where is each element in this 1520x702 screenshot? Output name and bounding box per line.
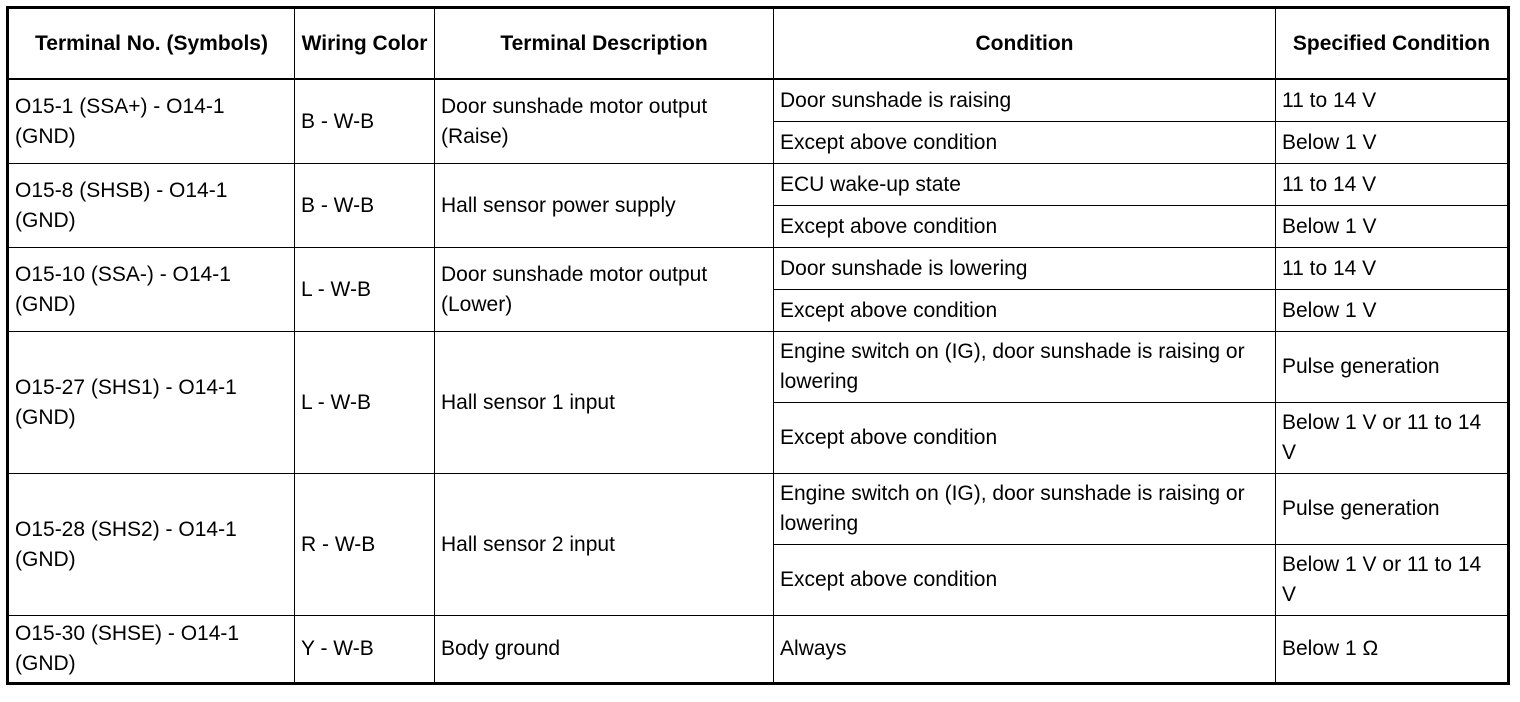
specified-cell: 11 to 14 V	[1276, 248, 1509, 290]
terminal-cell: O15-8 (SHSB) - O14-1 (GND)	[8, 164, 295, 248]
description-cell: Hall sensor 2 input	[435, 474, 774, 616]
terminal-cell: O15-10 (SSA-) - O14-1 (GND)	[8, 248, 295, 332]
wiring-color-cell: R - W-B	[295, 474, 435, 616]
terminal-spec-table	[6, 6, 1510, 685]
header-terminal: Terminal No. (Symbols)	[8, 8, 295, 80]
specified-cell: Below 1 V or 11 to 14 V	[1276, 545, 1509, 616]
table-row	[8, 474, 1509, 545]
description-cell: Hall sensor 1 input	[435, 332, 774, 474]
specified-cell: Below 1 V	[1276, 206, 1509, 248]
wiring-color-cell: B - W-B	[295, 79, 435, 164]
condition-cell: Door sunshade is lowering	[774, 248, 1276, 290]
condition-cell: Door sunshade is raising	[774, 79, 1276, 122]
table-row	[8, 164, 1509, 206]
specified-cell: Below 1 Ω	[1276, 616, 1509, 684]
specified-cell: Below 1 V or 11 to 14 V	[1276, 403, 1509, 474]
table-row	[8, 248, 1509, 290]
table-row	[8, 616, 1509, 684]
wiring-color-cell: Y - W-B	[295, 616, 435, 684]
header-condition: Condition	[774, 8, 1276, 80]
condition-cell: Always	[774, 616, 1276, 684]
specified-cell: Below 1 V	[1276, 290, 1509, 332]
specified-cell: Below 1 V	[1276, 122, 1509, 164]
specified-cell: Pulse generation	[1276, 474, 1509, 545]
description-cell: Door sunshade motor output (Raise)	[435, 79, 774, 164]
specified-cell: 11 to 14 V	[1276, 79, 1509, 122]
terminal-cell: O15-28 (SHS2) - O14-1 (GND)	[8, 474, 295, 616]
terminal-cell: O15-30 (SHSE) - O14-1 (GND)	[8, 616, 295, 684]
condition-cell: ECU wake-up state	[774, 164, 1276, 206]
wiring-color-cell: L - W-B	[295, 248, 435, 332]
condition-cell: Engine switch on (IG), door sunshade is raising or lowering	[774, 332, 1276, 403]
condition-cell: Except above condition	[774, 403, 1276, 474]
header-wiring-color: Wiring Color	[295, 8, 435, 80]
specified-cell: Pulse generation	[1276, 332, 1509, 403]
description-cell: Body ground	[435, 616, 774, 684]
header-terminal-description: Terminal Description	[435, 8, 774, 80]
terminal-cell: O15-1 (SSA+) - O14-1 (GND)	[8, 79, 295, 164]
condition-cell: Engine switch on (IG), door sunshade is raising or lowering	[774, 474, 1276, 545]
condition-cell: Except above condition	[774, 122, 1276, 164]
header-specified-condition: Specified Condition	[1276, 8, 1509, 80]
table-row	[8, 332, 1509, 403]
wiring-color-cell: L - W-B	[295, 332, 435, 474]
description-cell: Door sunshade motor output (Lower)	[435, 248, 774, 332]
terminal-cell: O15-27 (SHS1) - O14-1 (GND)	[8, 332, 295, 474]
description-cell: Hall sensor power supply	[435, 164, 774, 248]
specified-cell: 11 to 14 V	[1276, 164, 1509, 206]
condition-cell: Except above condition	[774, 290, 1276, 332]
condition-cell: Except above condition	[774, 206, 1276, 248]
table-header-row	[8, 8, 1509, 80]
wiring-color-cell: B - W-B	[295, 164, 435, 248]
condition-cell: Except above condition	[774, 545, 1276, 616]
table-row	[8, 79, 1509, 122]
